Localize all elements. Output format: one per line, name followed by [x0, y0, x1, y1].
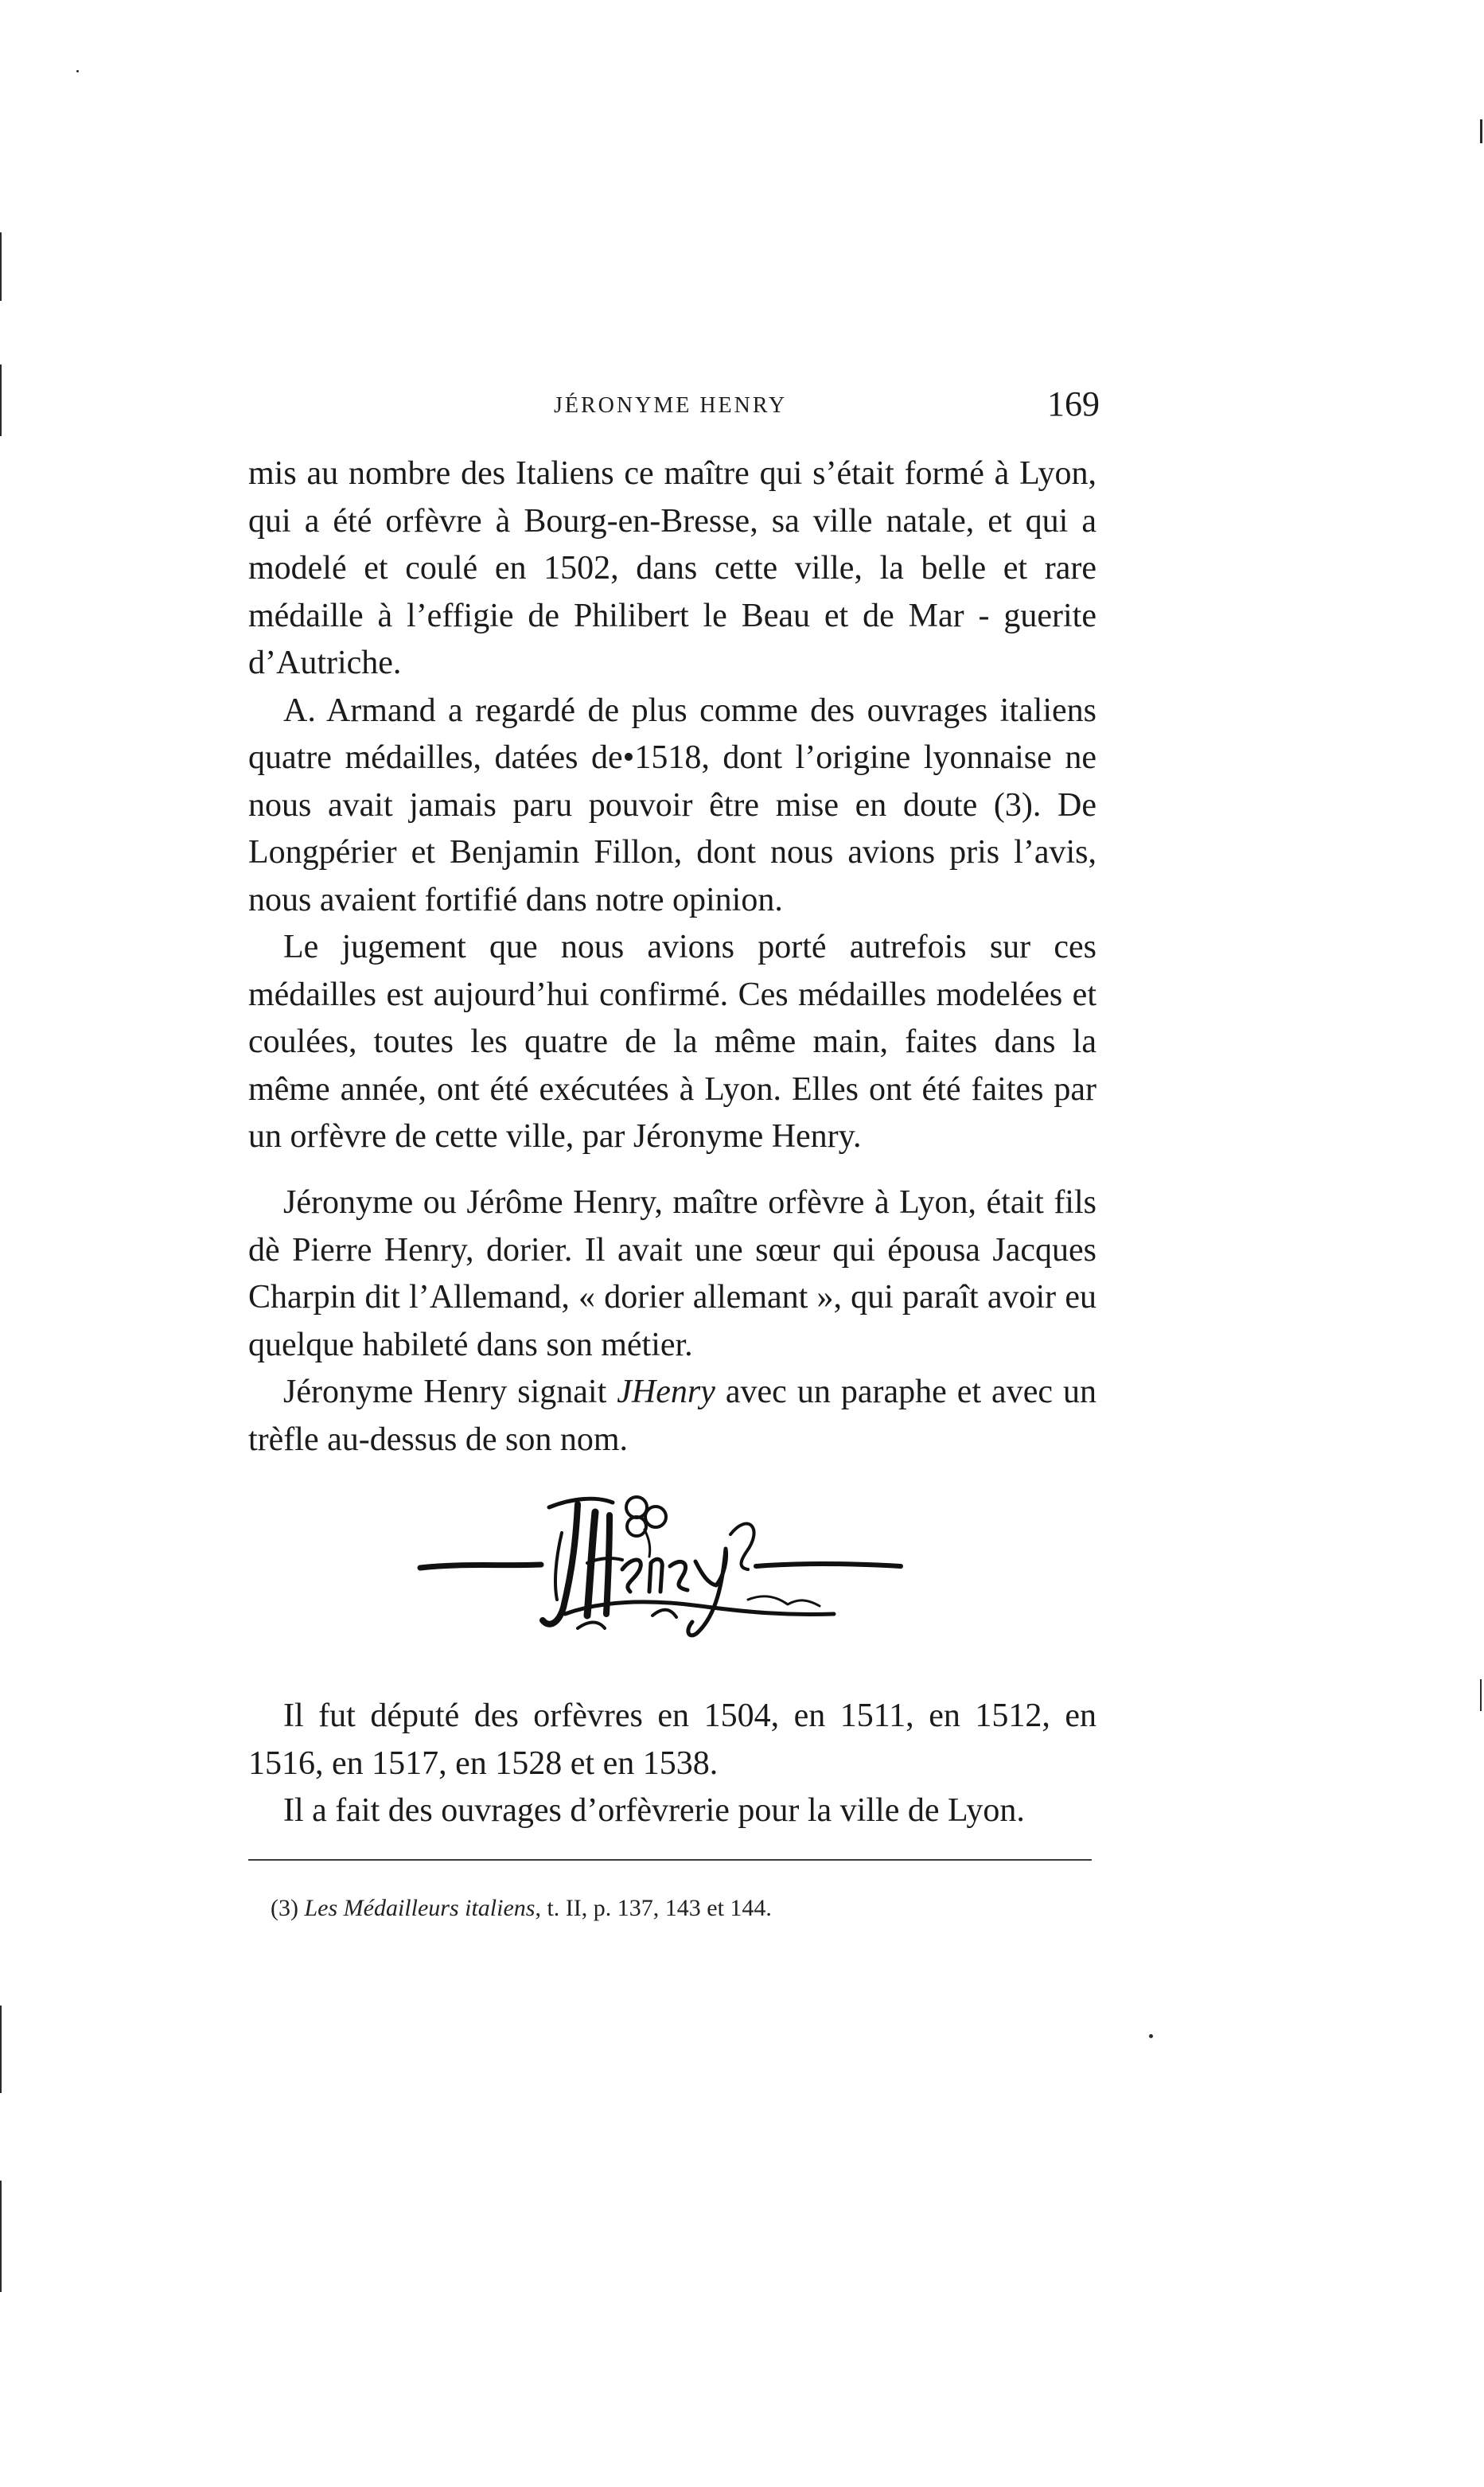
scan-edge-mark	[0, 2181, 2, 2292]
paragraph: Il a fait des ouvrages d’orfèvrerie pour la ville de Lyon.	[283, 1792, 1025, 1829]
text-block-1	[248, 450, 1096, 1161]
scan-dot	[76, 70, 79, 72]
footnote-reference: , t. II, p. 137, 143 et 144.	[535, 1895, 772, 1921]
scan-edge-mark	[0, 364, 2, 436]
handwritten-signature	[414, 1480, 923, 1647]
paragraph: Le jugement que nous avions porté autrefois sur ces médailles est aujourd’hui confirmé. Ces médailles modelées et coulées, toutes les quatre de la même main, faites dans la même année, ont été exécutées à Lyon. Elles ont été faites par un orfèvre de cette ville, par Jéronyme Henry.	[248, 929, 1096, 1155]
scan-dot	[1149, 2034, 1153, 2038]
signature-name-italic: JHenry	[617, 1374, 715, 1410]
text-block-3	[248, 1693, 1096, 1835]
page-number: 169	[1047, 384, 1100, 423]
footnote-title: Les Médailleurs italiens	[304, 1895, 536, 1921]
scan-edge-mark	[1480, 119, 1482, 143]
running-title: JÉRONYME HENRY	[554, 393, 788, 418]
text-run: Jéronyme Henry signait	[283, 1374, 617, 1410]
paragraph: Il fut député des orfèvres en 1504, en 1511, en 1512, en 1516, en 1517, en 1528 et en 1538.	[248, 1698, 1096, 1782]
paragraph-signature-description	[248, 1369, 1096, 1464]
footnote-rule	[248, 1859, 1092, 1861]
text-run: avec un paraphe et avec un trèfle au-dessus de son nom.	[248, 1374, 1096, 1458]
text-block-2	[248, 1179, 1096, 1464]
scan-edge-mark	[1480, 1679, 1482, 1711]
footnote-marker: (3)	[271, 1895, 305, 1921]
paragraph: A. Armand a regardé de plus comme des ouvrages italiens quatre médailles, datées de•1518, dont l’origine lyonnaise ne nous avait jamais paru pouvoir être mise en doute (3). De Longpérier et Benjamin Fillon, dont nous avions pris l’avis, nous avaient fortifié dans notre opinion.	[248, 692, 1096, 918]
scan-edge-mark	[0, 232, 2, 301]
page-header	[247, 384, 1104, 435]
signature-drawing	[414, 1480, 923, 1647]
paragraph: Jéronyme ou Jérôme Henry, maître orfèvre à Lyon, était fils dè Pierre Henry, dorier. Il avait une sœur qui épousa Jacques Charpin dit l’Allemand, « dorier allemant », qui paraît avoir eu quelque habileté dans son métier.	[248, 1184, 1096, 1363]
scan-edge-mark	[0, 2006, 2, 2093]
paragraph: mis au nombre des Italiens ce maître qui s’était formé à Lyon, qui a été orfèvre à Bourg-en-Bresse, sa ville natale, et qui a modelé et coulé en 1502, dans cette ville, la belle et rare médaille à l’effigie de Philibert le Beau et de Mar - guerite d’Autriche.	[248, 455, 1096, 681]
footnote	[271, 1891, 1098, 1926]
